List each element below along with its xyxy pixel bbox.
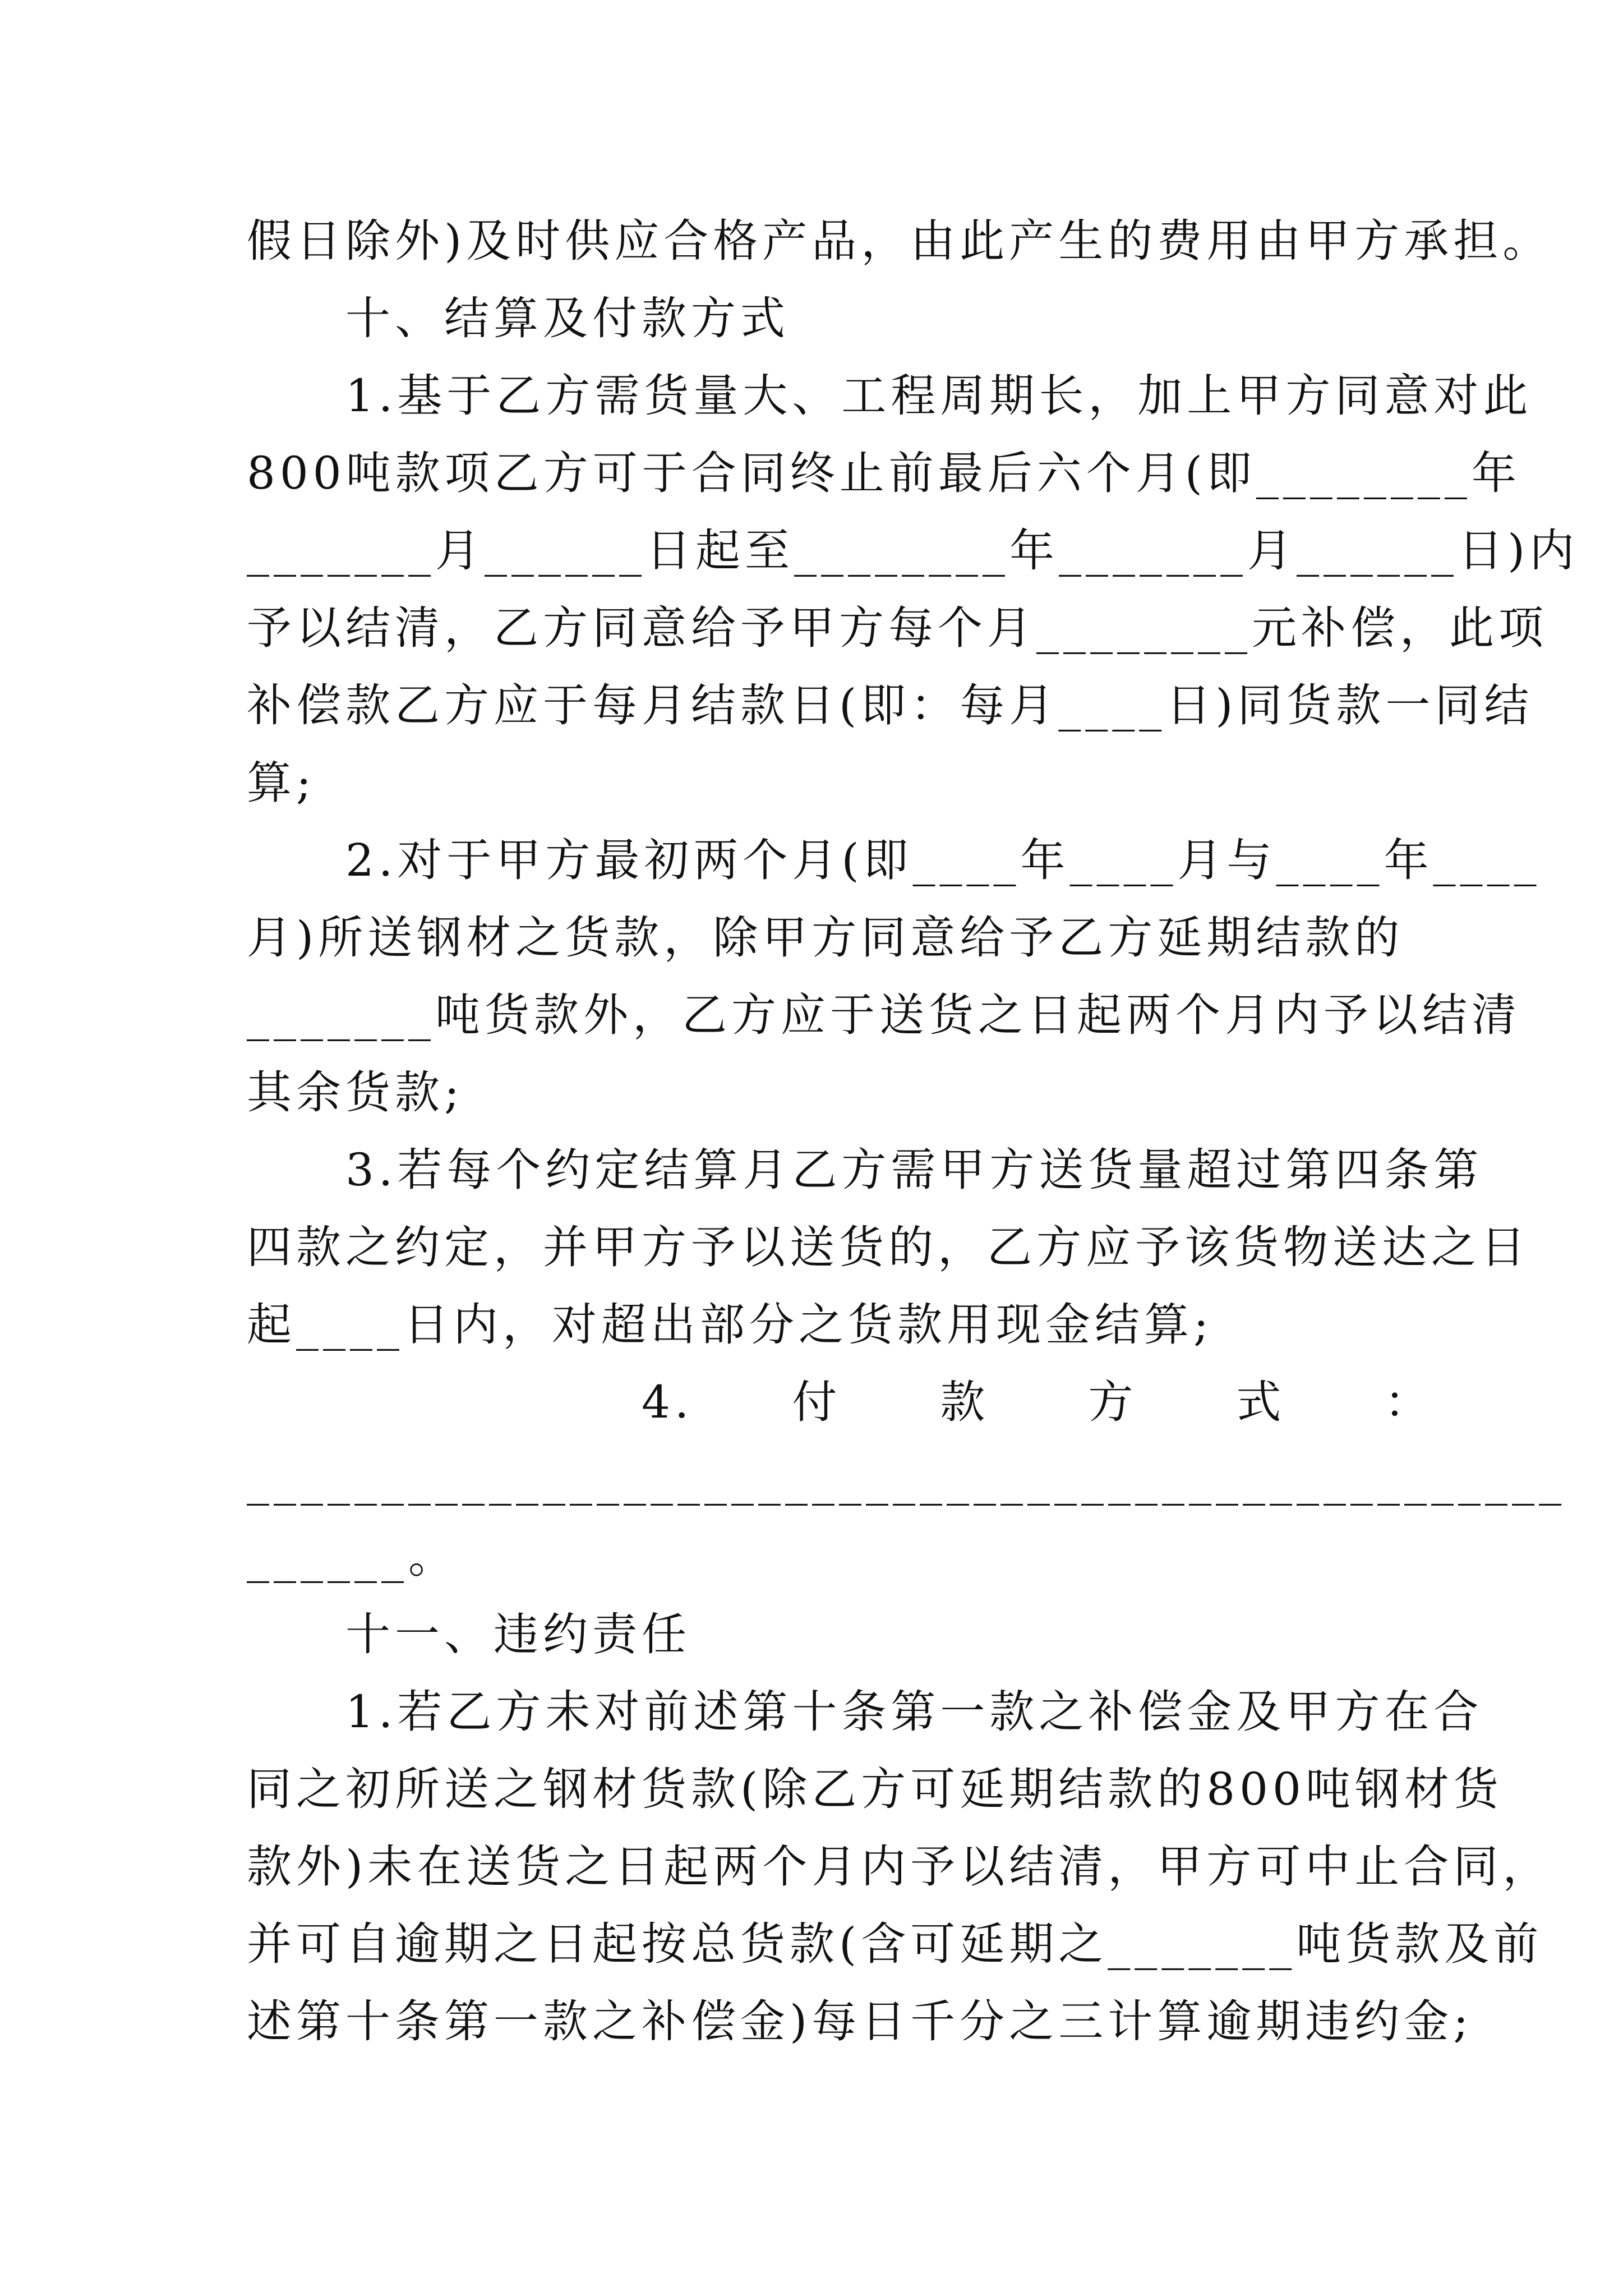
- text-line: 算;: [247, 757, 316, 809]
- text-line: ______。: [247, 1531, 458, 1583]
- text-line: 述第十条第一款之补偿金)每日千分之三计算逾期违约金;: [247, 1995, 1473, 2047]
- section-heading: 十、结算及付款方式: [247, 292, 790, 344]
- text-line: 1.若乙方未对前述第十条第一款之补偿金及甲方在合: [247, 1686, 1483, 1738]
- text-line: 月)所送钢材之货款，除甲方同意给予乙方延期结款的: [247, 912, 1404, 964]
- text-line: 补偿款乙方应于每月结款日(即：每月____日)同货款一同结: [247, 679, 1534, 731]
- text-line: 同之初所送之钢材货款(除乙方可延期结款的800吨钢材货: [247, 1763, 1503, 1815]
- text-line: _______吨货款外，乙方应于送货之日起两个月内予以结清: [247, 989, 1521, 1041]
- text-line: 予以结清，乙方同意给予甲方每个月________元补偿，此项: [247, 602, 1548, 654]
- text-line: 四款之约定，并甲方予以送货的，乙方应予该货物送达之日: [247, 1221, 1530, 1273]
- text-line: _______月______日起至________年_______月______日)内: [247, 524, 1579, 577]
- section-heading: 十一、违约责任: [247, 1608, 691, 1660]
- text-line: 800吨款项乙方可于合同终止前最后六个月(即________年: [247, 447, 1521, 499]
- text-line: 起____日内，对超出部分之货款用现金结算;: [247, 1299, 1213, 1351]
- fill-blank-line: _________________________________________________: [247, 1453, 1566, 1506]
- text-line: 其余货款;: [247, 1066, 464, 1119]
- text-line: 1.基于乙方需货量大、工程周期长，加上甲方同意对此: [247, 370, 1533, 422]
- text-line: 款外)未在送货之日起两个月内予以结清，甲方可中止合同，: [247, 1841, 1552, 1893]
- text-line: 3.若每个约定结算月乙方需甲方送货量超过第四条第: [247, 1144, 1483, 1196]
- text-line: 并可自逾期之日起按总货款(含可延期之_______吨货款及前: [247, 1918, 1543, 1970]
- text-line: 2.对于甲方最初两个月(即____年____月与____年____: [247, 834, 1541, 886]
- text-line: 4. 付 款 方 式 ：: [247, 1376, 1434, 1428]
- text-line: 假日除外)及时供应合格产品，由此产生的费用由甲方承担。: [247, 215, 1552, 267]
